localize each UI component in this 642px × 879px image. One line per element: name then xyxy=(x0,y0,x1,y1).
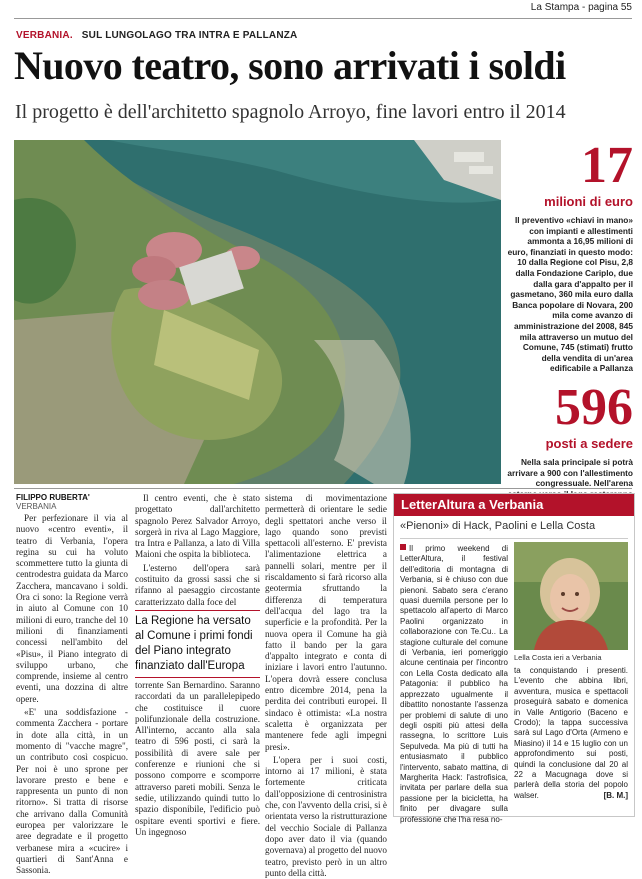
article-column-1 xyxy=(16,513,128,876)
box-column-1 xyxy=(400,544,508,824)
article-paragraph: torrente San Bernardino. Saranno raccordati da un parallelepipedo che costituisce il cuore polifunzionale della costruzione. All'interno, accanto alla sala teatro di 596 posti, ci sarà la possibilità di avere sale per conferenze e riunioni che si possono comporre e scomporre attraverso pareti mobili. Senza le sedie, utilizzando quindi tutto lo spazio disponibile, l'edificio può ospitare eventi sportivi e fiere. Un ingegnoso xyxy=(135,680,260,837)
pull-quote: La Regione ha versato al Comune i primi fondi del Piano integrato finanziato dall'Europa xyxy=(135,610,260,678)
article-paragraph: L'esterno dell'opera sarà costituito da grossi sassi che si rifanno al paesaggio circostante caratterizzato dalla foce del xyxy=(135,562,260,607)
newspaper-name: La Stampa xyxy=(530,2,580,13)
box-text-1: Il primo weekend di LetterAltura, il festival dell'editoria di montagna di Verbania, si è chiuso con due pienoni. Sabato sera c'erano quasi duemila persone per lo spettacolo all'aperto di Marco Paolini organizzato in collaborazione con Te.Cu.. La stagione culturale del comune di Verbania, ieri pomeriggio alcune centinaia per l'incontro con Lella Costa dedicato alla Patagonia: il pubblico ha apprezzato ugualmente il dibattito nonostante l'assenza per problemi di salute di uno degli ospiti più attesi della rassegna, lo scrittore Luis Sepulveda. Ma più di tutti ha entusiasmato il pubblico l'intervento, sabato mattina, di Margherita Hack: l'astrofisica, invitata per parlare della sua passione per la bicicletta, ha finito per divagare sulla professione che l'ha resa no- xyxy=(400,544,508,824)
article-paragraph: «E' una soddisfazione - commenta Zacchera - portare in dote alla città, in un momento di "vacche magre", un contributo così cospicuo. Per noi è uno sprone per lavorare presto e bene e rappresenta un punto di non ritorno». Si tratta di risorse che arrivano dalla Comunità europea per valorizzare le aree degradate e il progetto verbanese mira a «cucire» i quartieri di Sant'Anna e Sassonia. xyxy=(16,707,128,876)
article-paragraph: Il centro eventi, che è stato progettato dall'architetto spagnolo Perez Salvador Arroyo, sorgerà in riva al Lago Maggiore, tra Intra e Pallanza, a lato di Villa Maioni che ospita la biblioteca. xyxy=(135,493,260,560)
article-column-3 xyxy=(265,493,387,878)
header-divider xyxy=(14,18,632,19)
page-number: pagina 55 xyxy=(588,2,632,13)
headline: Nuovo teatro, sono arrivati i soldi xyxy=(14,43,566,88)
square-bullet-icon xyxy=(400,544,406,550)
rendering-photo xyxy=(14,140,501,484)
box-title: LetterAltura a Verbania xyxy=(394,494,634,516)
dateline-city: VERBANIA xyxy=(16,502,57,511)
article-paragraph: Per perfezionare il via al nuovo «centro eventi», il teatro di Verbania, l'opera regina su cui ha voluto scommettere tutto la giunta di centrodestra guidata da Marco Zacchera, mancavano i soldi. Ora ci sono: la Regione verrà in aiuto al Comune con 10 milioni di euro, tranche del 10 milioni di finanziamenti concessi nell'ambito del «Pisu», il Piano integrato di sviluppo urbano, che comprende, insieme al centro eventi, una dozzina di altre opere. xyxy=(16,513,128,704)
box-signature: [B. M.] xyxy=(603,790,628,800)
stat-cost-text: Il preventivo «chiavi in mano» con impianti e allestimenti ammonta a 16,95 milioni di euro, finanziati in questo modo: 10 dalla Regione col Pisu, 2,8 dalla Fondazione Cariplo, due dalla gara d'appalto per il gasmetano, 360 mila euro dalla Banca popolare di Novara, 200 mila come avanzo di amministrazione del 2008, 845 mila attraverso un mutuo del Comune, 745 (stimati) frutto della vendita di un'area edificabile a Pallanza xyxy=(507,215,633,374)
box-text-2: ta conquistando i presenti. L'evento che abbina libri, avventura, musica e spettacoli proseguirà sabato e domenica in Valle Antigorio (Baceno e Crodo); la tappa successiva sarà sul Lago d'Orta (Armeno e Miasino) il 14 e 15 luglio con un approfondimento sui posti, quindi la conclusione dal 20 al 22 a Macugnaga dove si parlerà della storia del popolo walser. xyxy=(514,666,628,800)
kicker xyxy=(16,30,297,41)
article-column-2-bottom xyxy=(135,680,260,837)
article-paragraph: L'opera per i suoi costi, intorno ai 17 milioni, è stata fortemente criticata dall'opposizione di centrosinistra che, con l'avvento della crisi, si è orientata verso la ristrutturazione del vecchio Sociale di Pallanza dopo aver dato il via (quando governava) al progetto del nuovo teatro, previsto però in un altro punto della città. xyxy=(265,754,387,878)
byline xyxy=(16,493,90,511)
kicker-topic: SUL LUNGOLAGO TRA INTRA E PALLANZA xyxy=(81,30,298,41)
section-divider xyxy=(14,488,632,489)
stat-seats-value: 596 xyxy=(555,378,633,436)
stat-cost-value: 17 xyxy=(581,137,633,194)
portrait-photo xyxy=(514,542,628,650)
sidebar-box-letteraltura xyxy=(393,493,635,824)
article-paragraph: sistema di movimentazione permetterà di orientare le sedie degli spettatori anche verso il lago quando sono previsti spettacoli all'esterno. E' prevista l'alimentazione elettrica a pannelli solari, mentre per il riscaldamento si farà ricorso alla geotermia sfruttando la differenza di temperatura dell'acqua del lago tra la superficie e la profondità. Per la nuova opera il Comune ha già fatto il bando per la gara d'appalto integrato e conta di iniziare i lavori entro l'autunno. L'opera dovrà essere conclusa entro dicembre 2014, pena la perdita dei contributi europei. Il sindaco è ottimista: «La nostra scaletta è organizzata per mantenere fede agli impegni presi». xyxy=(265,493,387,752)
portrait-caption: Lella Costa ieri a Verbania xyxy=(514,653,602,662)
kicker-place: VERBANIA. xyxy=(16,30,73,41)
stat-cost-unit: milioni di euro xyxy=(544,194,633,209)
sidebar-figures xyxy=(507,137,633,510)
article-column-2-top xyxy=(135,493,260,607)
page-header: La Stampa - pagina 55 xyxy=(530,2,632,13)
stat-seats-text: Nella sala principale si potrà arrivare a 900 con l'allestimento congressuale. Nell'arena xyxy=(507,456,633,489)
box-subtitle: «Pienoni» di Hack, Paolini e Lella Costa xyxy=(400,520,596,532)
aerial-rendering-image xyxy=(14,140,501,484)
stat-seats-unit: posti a sedere xyxy=(545,435,633,451)
box-column-2 xyxy=(514,666,628,812)
portrait-image xyxy=(514,542,628,650)
box-divider xyxy=(400,538,628,539)
subheadline: Il progetto è dell'architetto spagnolo Arroyo, fine lavori entro il 2014 xyxy=(15,101,566,123)
author-name: FILIPPO RUBERTA' xyxy=(16,493,90,502)
